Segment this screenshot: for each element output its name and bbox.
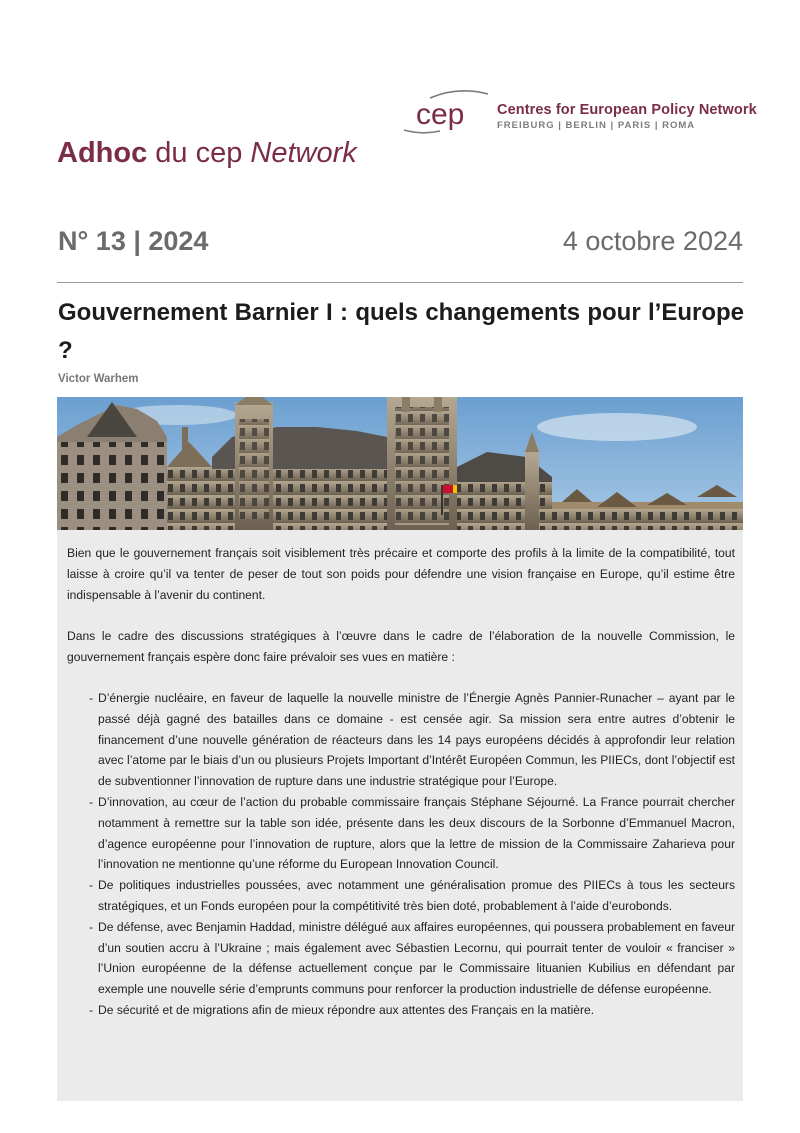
- logo-cities: FREIBURG | BERLIN | PARIS | ROMA: [497, 120, 696, 131]
- list-item: [67, 688, 735, 792]
- publication-date: 4 octobre 2024: [562, 226, 743, 256]
- lead-paragraph: Dans le cadre des discussions stratégiques à l’œuvre dans le cadre de l’élaboration de la nouvelle Commission, le gouvernement français espère donc faire prévaloir ses vues en matière :: [67, 628, 735, 664]
- list-item-text: De défense, avec Benjamin Haddad, ministre délégué aux affaires européennes, qui poussera probablement en faveur d’un soutien accru à l’Ukraine ; mais également avec Sébastien Lecornu, qui pourrait tenter de vouloir « franciser » l’Union européenne de la défense actuellement conçue par le Commissaire lituanien Kubilius en défendant par exemple une nouvelle série d’emprunts communs pour renforcer la production industrielle de défense européenne.: [98, 919, 735, 997]
- bullet-dash: -: [89, 919, 94, 934]
- series-italic: Network: [250, 137, 357, 169]
- list-item-text: D’innovation, au cœur de l’action du probable commissaire français Stéphane Séjourné. La France pourrait chercher notamment à remettre sur la table son idée, présente dans les deux discours de la Sorbonne d’Emmanuel Macron, d’agence européenne pour l’innovation de rupture, alors que la lettre de mission de la Commissaire Zaharieva pour l’innovation ne mentionne qu’une réforme du European Innovation Council.: [98, 794, 735, 872]
- article-title: Gouvernement Barnier I : quels changements pour l’Europe ?: [58, 299, 744, 364]
- list-item: [67, 1000, 735, 1021]
- intro-paragraph: Bien que le gouvernement français soit visiblement très précaire et comporte des profils à la limite de la compatibilité, tout laisse à croire qu’il va tenter de peser de tout son poids pour défendre une vision française en Europe, qu’il estime être indispensable à l’avenir du continent.: [67, 546, 735, 602]
- series-bold: Adhoc: [57, 137, 148, 169]
- list-item: [67, 917, 735, 1000]
- bullet-dash: -: [89, 878, 94, 893]
- grand-place-brussels-photo: [57, 397, 743, 530]
- bullet-dash: -: [89, 690, 94, 705]
- cep-logo: [400, 88, 760, 138]
- author-name: Victor Warhem: [58, 373, 139, 385]
- cep-logo-mark: [400, 88, 495, 138]
- bullet-dash: -: [89, 1002, 94, 1017]
- list-item: [67, 792, 735, 875]
- list-item-text: D’énergie nucléaire, en faveur de laquelle la nouvelle ministre de l’Énergie Agnès Pannier-Runacher – ayant par le passé déjà gagné des batailles dans ce domaine - est censée agir. Sa mission sera entre autres d’obtenir le financement d’une nouvelle génération de réacteurs dans les 14 pays européens décidés à approfondir leur relation avec l’atome par le biais d’un ou plusieurs Projets Important d’Intérêt Européen Commun, les PIIECs, dont l’objectif est de subventionner l’innovation de rupture dans une industrie stratégique pour l’Europe.: [98, 690, 735, 789]
- cep-logo-letters: cep: [416, 98, 465, 131]
- list-item-text: De politiques industrielles poussées, avec notamment une généralisation promue des PIIECs à tous les secteurs stratégiques, et un Fonds européen pour la compétitivité très bien doté, probablement à l’aide d’eurobonds.: [98, 878, 735, 913]
- header-divider: [57, 282, 743, 283]
- series-title: [57, 137, 357, 170]
- priorities-list: [67, 688, 735, 1021]
- header-photo: [57, 397, 743, 530]
- list-item-text: De sécurité et de migrations afin de mieux répondre aux attentes des Français en la matière.: [98, 1002, 595, 1017]
- logo-network-name: Centres for European Policy Network: [497, 102, 757, 118]
- list-item: [67, 875, 735, 917]
- summary-box: [57, 530, 743, 1101]
- issue-number: N° 13 | 2024: [58, 226, 209, 256]
- series-regular: du cep: [155, 137, 243, 169]
- bullet-dash: -: [89, 794, 94, 809]
